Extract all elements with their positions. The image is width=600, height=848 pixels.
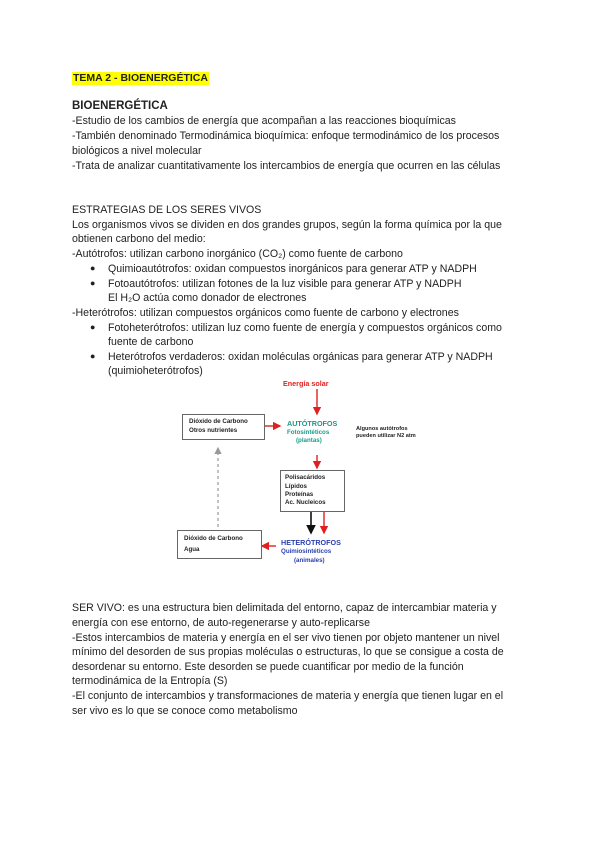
box-line: Dióxido de Carbono	[184, 535, 243, 542]
section-heading-bioenergetica: BIOENERGÉTICA	[72, 100, 168, 112]
box-line: Agua	[184, 546, 200, 553]
paragraph-line: termodinámica de la Entropía (S)	[72, 675, 228, 687]
paragraph-line: desordenar su entorno. Este desorden se puede cuantificar por medio de la función	[72, 661, 464, 673]
bullet-icon: ●	[90, 322, 96, 332]
list-item: Fotoheterótrofos: utilizan luz como fuente de energía y compuestos orgánicos como	[108, 322, 502, 334]
list-item: Quimioautótrofos: oxidan compuestos inorgánicos para generar ATP y NADPH	[108, 263, 477, 275]
box-waste	[177, 530, 262, 559]
paragraph-line: ser vivo es lo que se conoce como metabolismo	[72, 705, 298, 717]
box-line: Ac. Nucleicos	[285, 499, 326, 506]
autotrofos-sublabel: Fotosintéticos	[287, 429, 330, 436]
box-line: Polisacáridos	[285, 474, 326, 481]
box-line: Otros nutrientes	[189, 427, 238, 434]
paragraph-line: -Estudio de los cambios de energía que acompañan a las reacciones bioquímicas	[72, 115, 456, 127]
section-heading-estrategias: ESTRATEGIAS DE LOS SERES VIVOS	[72, 204, 262, 216]
note-line: Algunos autótrofos	[356, 426, 408, 432]
list-item: fuente de carbono	[108, 336, 194, 348]
heterotrofos-sublabel-animales: (animales)	[294, 557, 325, 564]
list-item: Fotoautótrofos: utilizan fotones de la luz visible para generar ATP y NADPH	[108, 278, 462, 290]
paragraph-line: obtienen carbono del medio:	[72, 233, 206, 245]
autotrofos-label: AUTÓTROFOS	[287, 419, 338, 428]
bullet-icon: ●	[90, 263, 96, 273]
heterotrofos-label: HETERÓTROFOS	[281, 538, 341, 547]
heterotrofos-sublabel: Quimiosintéticos	[281, 548, 332, 555]
paragraph-line: mínimo del desorden de sus propias moléculas o estructuras, lo que se consigue a costa de	[72, 646, 504, 658]
paragraph-line: SER VIVO: es una estructura bien delimitada del entorno, capaz de intercambiar materia y	[72, 602, 497, 614]
paragraph-line: -Autótrofos: utilizan carbono inorgánico (CO₂) como fuente de carbono	[72, 248, 403, 260]
bullet-icon: ●	[90, 351, 96, 361]
box-line: Proteínas	[285, 491, 314, 498]
page-title: TEMA 2 - BIOENERGÉTICA	[73, 72, 208, 84]
list-item: Heterótrofos verdaderos: oxidan moléculas orgánicas para generar ATP y NADPH	[108, 351, 493, 363]
box-carbon-nutrients	[182, 414, 265, 440]
list-item-note: El H₂O actúa como donador de electrones	[108, 292, 307, 304]
box-line: Dióxido de Carbono	[189, 418, 248, 425]
paragraph-line: -Trata de analizar cuantitativamente los intercambios de energía que ocurren en las células	[72, 160, 501, 172]
paragraph-line: -El conjunto de intercambios y transformaciones de materia y energía que tienen lugar en el	[72, 690, 504, 702]
list-item: (quimioheterótrofos)	[108, 365, 203, 377]
box-line: Lípidos	[285, 483, 307, 490]
note-line: pueden utilizar N2 atm	[356, 433, 416, 439]
paragraph-line: -Heterótrofos: utilizan compuestos orgánicos como fuente de carbono y electrones	[72, 307, 459, 319]
autotrofos-sublabel-plantas: (plantas)	[296, 437, 322, 444]
paragraph-line: Los organismos vivos se dividen en dos grandes grupos, según la forma química por la que	[72, 219, 502, 231]
box-biomolecules	[280, 470, 345, 512]
energia-solar-label: Energía solar	[283, 379, 329, 388]
paragraph-line: energía con ese entorno, de auto-regenerarse y auto-replicarse	[72, 617, 370, 629]
paragraph-line: biológicos a nivel molecular	[72, 145, 202, 157]
bullet-icon: ●	[90, 278, 96, 288]
paragraph-line: -También denominado Termodinámica bioquímica: enfoque termodinámico de los procesos	[72, 130, 500, 142]
paragraph-line: -Estos intercambios de materia y energía en el ser vivo tienen por objeto mantener un nivel	[72, 632, 500, 644]
